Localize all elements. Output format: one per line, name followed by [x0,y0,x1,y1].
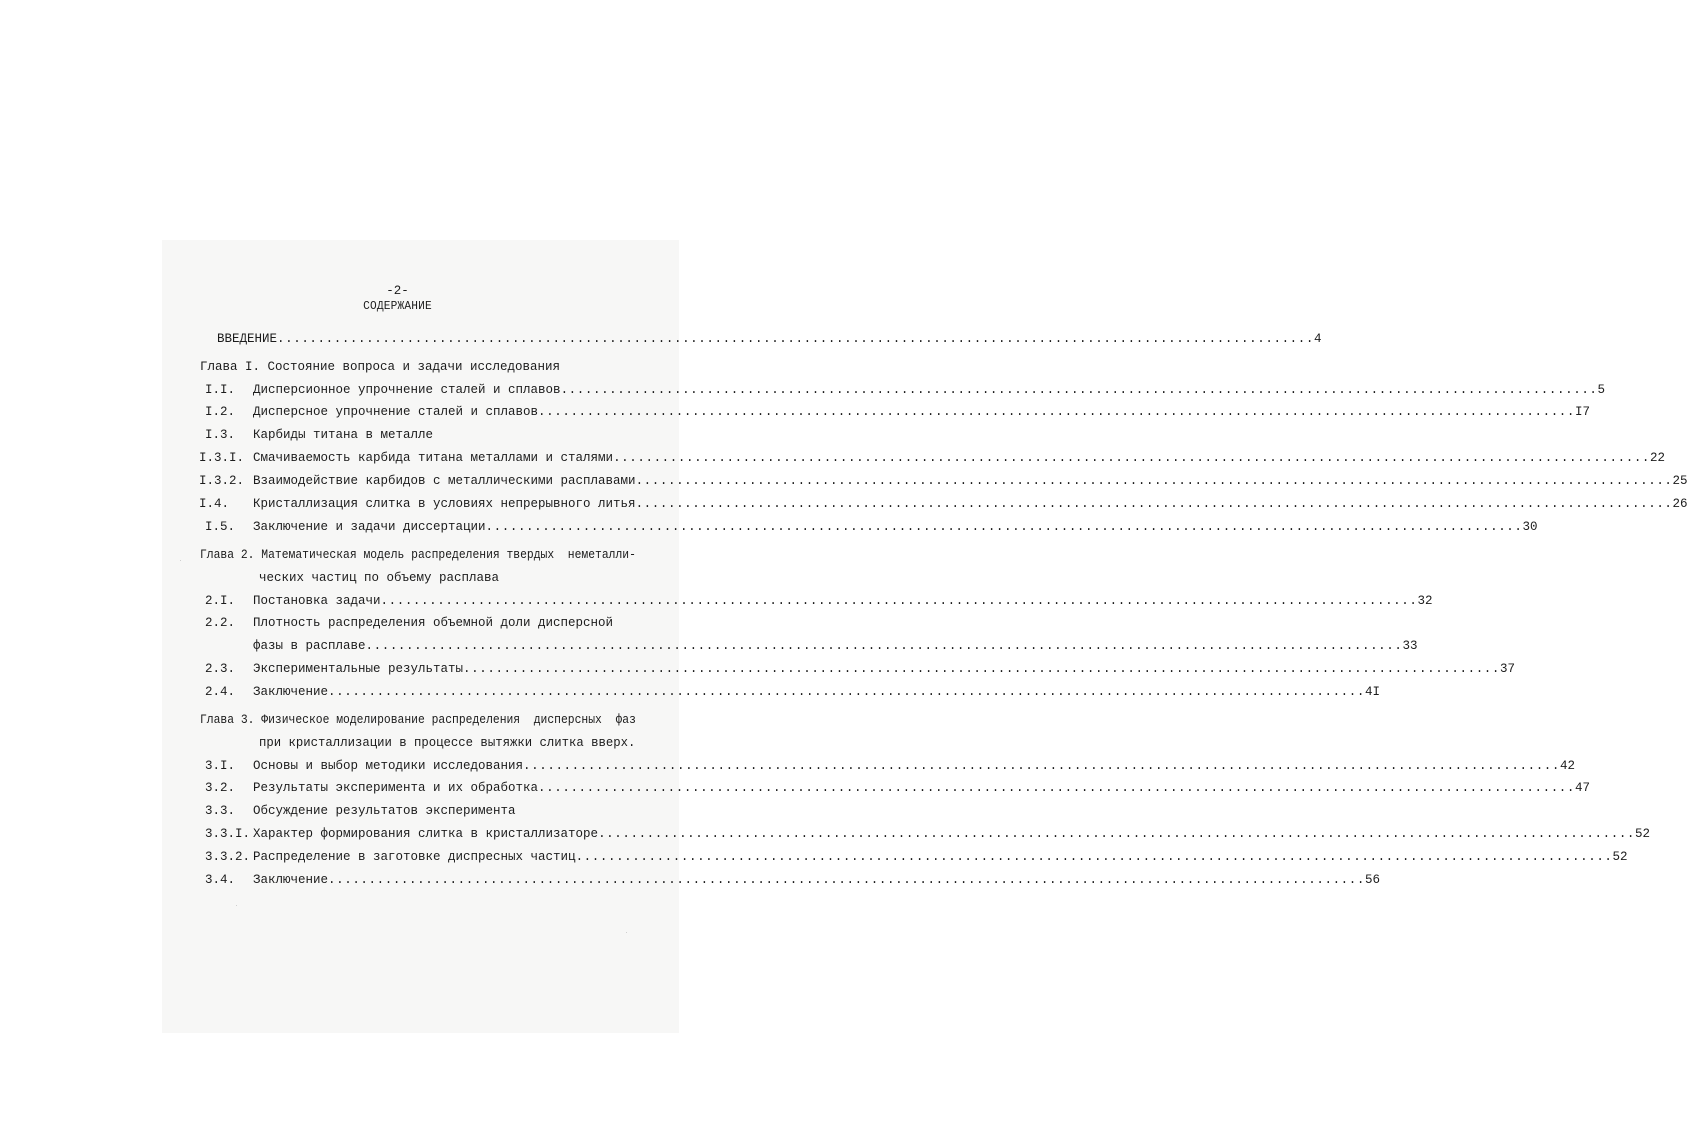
toc-entry-text: Дисперсионное упрочнение сталей и сплавов [253,383,561,397]
chapter-heading-continuation: при кристаллизации в процессе вытяжки слитка вверх. [259,736,636,750]
toc-item-number: I.I. [205,383,236,397]
scan-speck [236,905,237,906]
toc-entry-text: Карбиды титана в металле [253,428,434,442]
toc-item-number: I.2. [205,405,236,419]
toc-page-number: 30 [1522,520,1538,534]
toc-item-number: I.3. [205,428,236,442]
leader-dots [366,639,1403,654]
scan-speck [626,932,627,933]
toc-item-number: 2.4. [205,685,236,699]
toc-page-number: 4 [1313,332,1322,346]
toc-item-number: 3.3. [205,804,236,818]
toc-item-number: 3.4. [205,873,236,887]
toc-item-number: I.3.2. [199,474,245,488]
toc-entry-text: Заключение и задачи диссертации [253,520,486,534]
toc-item-number: 3.3.2. [205,850,251,864]
toc-page-number: 33 [1402,639,1418,653]
toc-item-number: I.3.I. [199,451,245,465]
scanned-sheet [162,240,679,1033]
toc-entry-text: Основы и выбор методики исследования [253,759,524,773]
leader-dots [328,873,1365,888]
toc-entry-text: Кристаллизация слитка в условиях непрерывного литья [253,497,636,511]
toc-entry-text: Смачиваемость карбида титана металлами и сталями [253,451,614,465]
toc-entry-text: Заключение [253,873,329,887]
leader-dots [538,405,1575,420]
leader-dots [523,759,1560,774]
leader-dots [277,332,1314,347]
toc-item-number: 2.2. [205,616,236,630]
toc-page-number: 26 [1672,497,1688,511]
toc-item-number: I.4. [199,497,230,511]
toc-page-number: 56 [1364,873,1380,887]
toc-page-number: 37 [1500,662,1516,676]
leader-dots [598,827,1635,842]
toc-item-number: 2.I. [205,594,236,608]
leader-dots [576,850,1613,865]
toc-page-number: 32 [1417,594,1433,608]
chapter-heading-continuation: ческих частиц по объему расплава [259,571,500,585]
toc-page-number: 42 [1560,759,1576,773]
toc-page-number: 4I [1364,685,1380,699]
leader-dots [486,520,1523,535]
toc-entry-text: Результаты эксперимента и их обработка [253,781,539,795]
toc-item-number: 2.3. [205,662,236,676]
toc-title: СОДЕРЖАНИЕ [363,299,432,313]
chapter-heading: Глава 2. Математическая модель распределения твердых неметалли- [200,548,636,562]
toc-item-number: 3.2. [205,781,236,795]
toc-entry-text: ВВЕДЕНИЕ [217,332,278,346]
chapter-heading: Глава I. Состояние вопроса и задачи исследования [200,360,561,374]
leader-dots [538,781,1575,796]
leader-dots [328,685,1365,700]
leader-dots [381,594,1418,609]
toc-page-number: 52 [1635,827,1651,841]
leader-dots [636,474,1673,489]
leader-dots [463,662,1500,677]
toc-page-number: 22 [1650,451,1666,465]
toc-entry-text: Дисперсное упрочнение сталей и сплавов [253,405,539,419]
toc-page-number: I7 [1575,405,1591,419]
toc-page-number: 25 [1672,474,1688,488]
toc-entry-text: Распределение в заготовке диспресных частиц [253,850,576,864]
toc-page-number: 52 [1612,850,1628,864]
toc-item-number: 3.3.I. [205,827,251,841]
toc-page-number: 47 [1575,781,1591,795]
scan-speck [180,560,181,561]
toc-entry-text: фазы в расплаве [253,639,366,653]
chapter-heading: Глава 3. Физическое моделирование распределения дисперсных фаз [200,713,636,727]
toc-item-number: I.5. [205,520,236,534]
toc-entry-text-line1: Плотность распределения объемной доли дисперсной [253,616,614,630]
leader-dots [613,451,1650,466]
page-number: -2- [386,284,409,298]
toc-entry-text: Взаимодействие карбидов с металлическими расплавами [253,474,636,488]
toc-entry-text: Экспериментальные результаты [253,662,464,676]
toc-item-number: 3.I. [205,759,236,773]
toc-page-number: 5 [1597,383,1606,397]
toc-entry-text: Обсуждение результатов эксперимента [253,804,516,818]
leader-dots [561,383,1598,398]
toc-entry-text: Заключение [253,685,329,699]
toc-entry-text: Характер формирования слитка в кристаллизаторе [253,827,599,841]
toc-entry-text: Постановка задачи [253,594,381,608]
leader-dots [636,497,1673,512]
